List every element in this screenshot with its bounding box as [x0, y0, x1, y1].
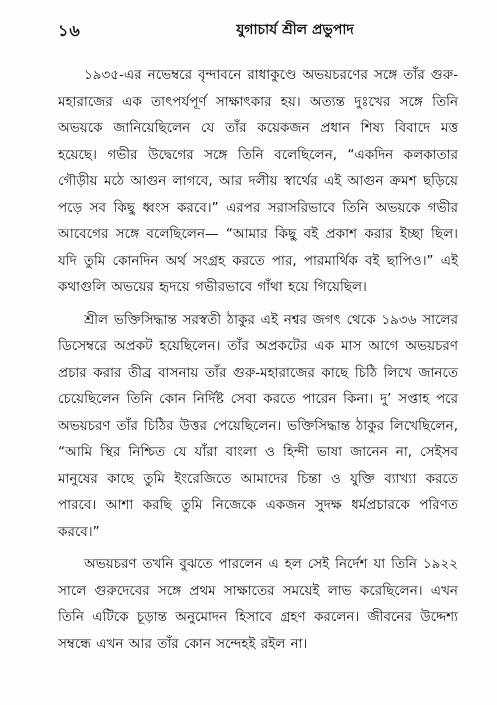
paragraph-2: শ্রীল ভক্তিসিদ্ধান্ত সরস্বতী ঠাকুর এই নশ্বর জগৎ থেকে ১৯৩৬ সালের ডিসেম্বরে অপ্রকট হয়েছিলেন। তাঁর অপ্রকটের এক মাস আগে অভয়চরণ প্রচার করার তীব্র বাসনায় তাঁর গুরু-মহারাজের কাছে চিঠি লিখে জানতে চেয়েছিলেন তিনি কোন নির্দিষ্ট সেবা করতে পারেন কিনা। দু’ সপ্তাহ পরে অভয়চরণ তাঁর চিঠির উত্তর পেয়েছিলেন। ভক্তিসিদ্ধান্ত ঠাকুর লিখেছিলেন, “আমি স্থির নিশ্চিত যে যাঁরা বাংলা ও হিন্দী ভাষা জানেন না, সেইসব মানুষের কাছে তুমি ইংরেজিতে আমাদের চিন্তা ও যুক্তি ব্যাখ্যা করতে পারবে। আশা করছি তুমি নিজেকে একজন সুদক্ষ ধর্মপ্রচারকে পরিণত করবে।” [58, 311, 458, 540]
running-title: যুগাচার্য শ্রীল প্রভুপাদ [236, 22, 354, 38]
paragraph-3: অভয়চরণ তখনি বুঝতে পারলেন এ হল সেই নির্দেশ যা তিনি ১৯২২ সালে গুরুদেবের সঙ্গে প্রথম সাক্ষাতের সময়েই লাভ করেছিলেন। এখন তিনি এটিকে চূড়ান্ত অনুমোদন হিসাবে গ্রহণ করলেন। জীবনের উদ্দেশ্য সম্বন্ধে এখন আর তাঁর কোন সন্দেহই রইল না। [58, 556, 458, 652]
paragraph-1: ১৯৩৫-এর নভেম্বরে বৃন্দাবনে রাধাকুণ্ডে অভয়চরণের সঙ্গে তাঁর গুরু-মহারাজের এক তাৎপর্যপূর্ণ সাক্ষাৎকার হয়। অত্যন্ত দুঃখের সঙ্গে তিনি অভয়কে জানিয়েছিলেন যে তাঁর কয়েকজন প্রধান শিষ্য বিবাদে মত্ত হয়েছে। গভীর উদ্বেগের সঙ্গে তিনি বলেছিলেন, “একদিন কলকাতার গৌড়ীয় মঠে আগুন লাগবে, আর দলীয় স্বার্থের এই আগুন ক্রমশ ছড়িয়ে পড়ে সব কিছু ধ্বংস করবে।” এরপর সরাসরিভাবে তিনি অভয়কে গভীর আবেগের সঙ্গে বলেছিলেন— “আমার কিছু বই প্রকাশ করার ইচ্ছা ছিল। যদি তুমি কোনদিন অর্থ সংগ্রহ করতে পার, পারমার্থিক বই ছাপিও।” এই কথাগুলি অভয়ের হৃদয়ে গভীরভাবে গাঁথা হয়ে গিয়েছিল। [58, 67, 458, 295]
page-number: ১৬ [58, 21, 81, 40]
page-header [0, 14, 497, 44]
body-text [58, 62, 458, 663]
